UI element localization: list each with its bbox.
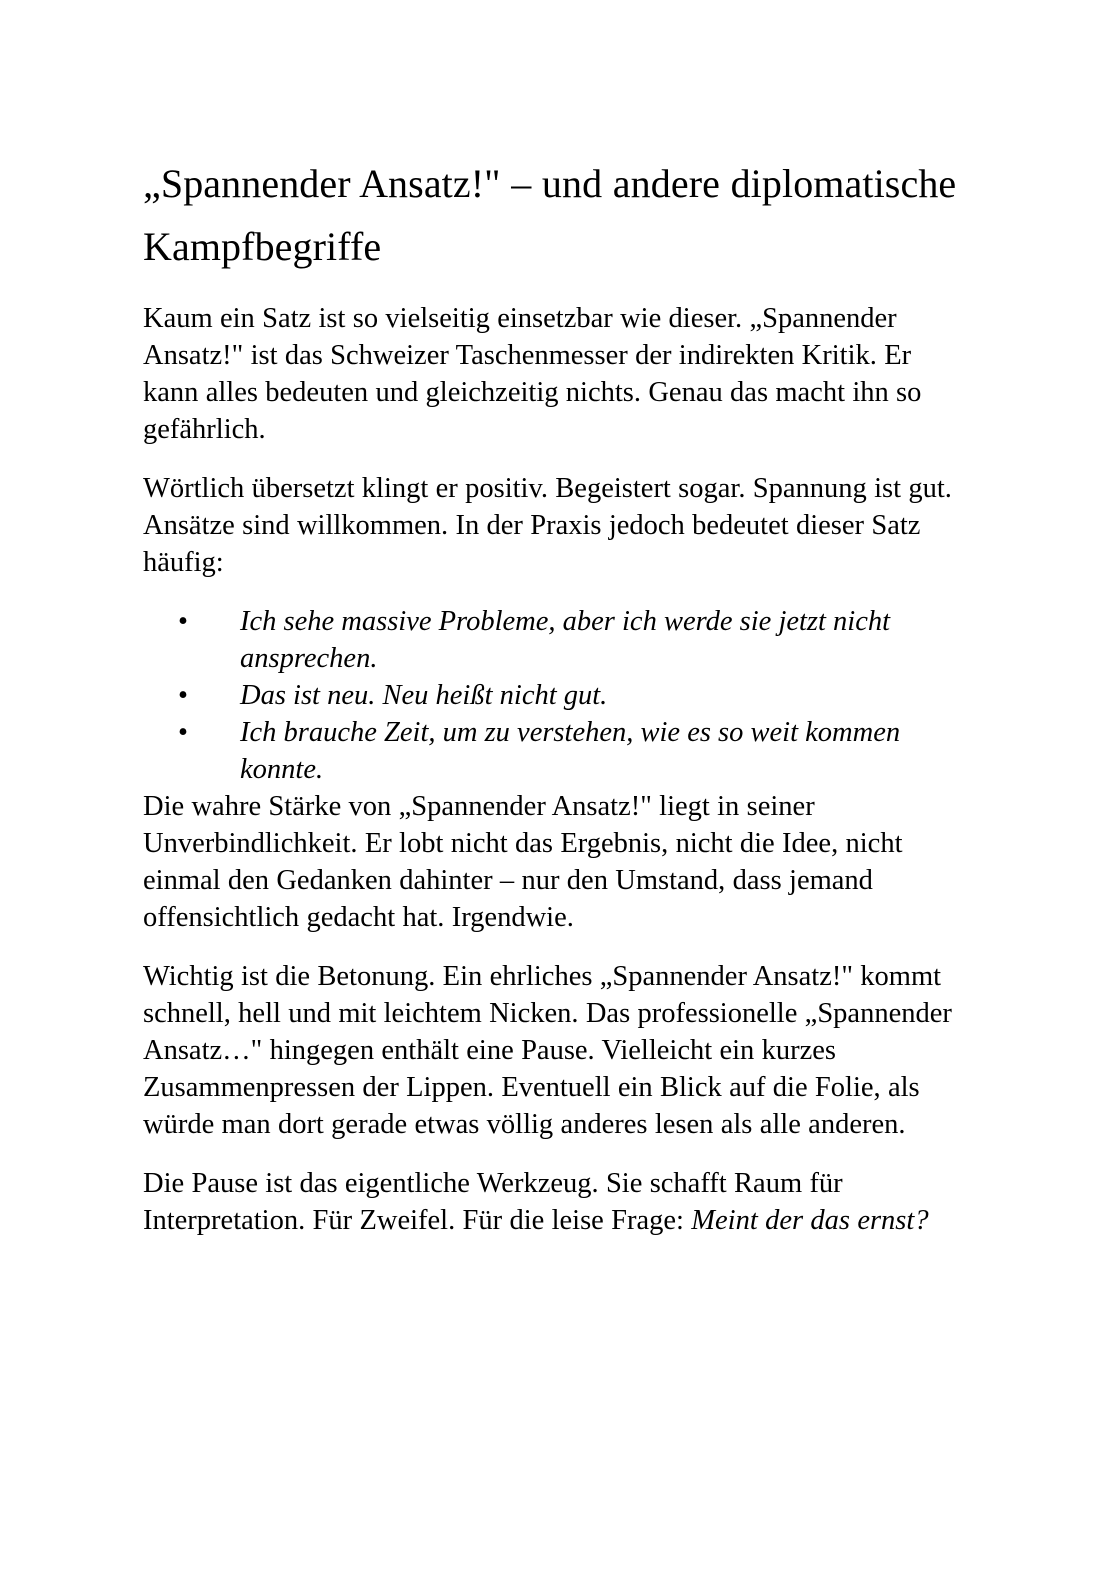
list-item-label: Ich sehe massive Probleme, aber ich werde sie jetzt nicht ansprechen. — [240, 606, 891, 674]
list-item-label: Ich brauche Zeit, um zu verstehen, wie es so weit kommen konnte. — [240, 717, 901, 785]
paragraph-emphasis: Wichtig ist die Betonung. Ein ehrliches „Spannender Ansatz!" kommt schnell, hell und mit leichtem Nicken. Das professionelle „Spannender Ansatz…" hingegen enthält eine Pause. Vielleicht ein kurzes Zusammenpressen der Lippen. Eventuell ein Blick auf die Folie, als würde man dort gerade etwas völlig anderes lesen als alle anderen. — [143, 961, 952, 1140]
paragraph-pause — [143, 1165, 958, 1239]
bullet-icon: • — [178, 606, 188, 637]
paragraph-literal-meaning: Wörtlich übersetzt klingt er positiv. Begeistert sogar. Spannung ist gut. Ansätze sind willkommen. In der Praxis jedoch bedeutet dieser Satz häufig: — [143, 473, 952, 578]
document-body — [143, 152, 958, 1261]
paragraph-pause-question: Meint der das ernst? — [691, 1205, 929, 1236]
paragraph-pause-lead: Die Pause ist das eigentliche Werkzeug. Sie schafft Raum für Interpretation. Für Zweifel. Für die leise Frage: — [143, 1168, 843, 1236]
list-item — [143, 677, 958, 714]
list-item-label: Das ist neu. Neu heißt nicht gut. — [240, 680, 608, 711]
meaning-bullet-list — [143, 603, 958, 788]
paragraph-intro: Kaum ein Satz ist so vielseitig einsetzbar wie dieser. „Spannender Ansatz!" ist das Schweizer Taschenmesser der indirekten Kritik. Er kann alles bedeuten und gleichzeitig nichts. Genau das macht ihn so gefährlich. — [143, 303, 922, 445]
page-title: „Spannender Ansatz!" – und andere diplomatische Kampfbegriffe — [143, 161, 957, 269]
list-item — [143, 714, 958, 788]
paragraph-true-strength: Die wahre Stärke von „Spannender Ansatz!" liegt in seiner Unverbindlichkeit. Er lobt nicht das Ergebnis, nicht die Idee, nicht einmal den Gedanken dahinter – nur den Umstand, dass jemand offensichtlich gedacht hat. Irgendwie. — [143, 791, 903, 933]
list-item — [143, 603, 958, 677]
bullet-icon: • — [178, 680, 188, 711]
bullet-icon: • — [178, 717, 188, 748]
